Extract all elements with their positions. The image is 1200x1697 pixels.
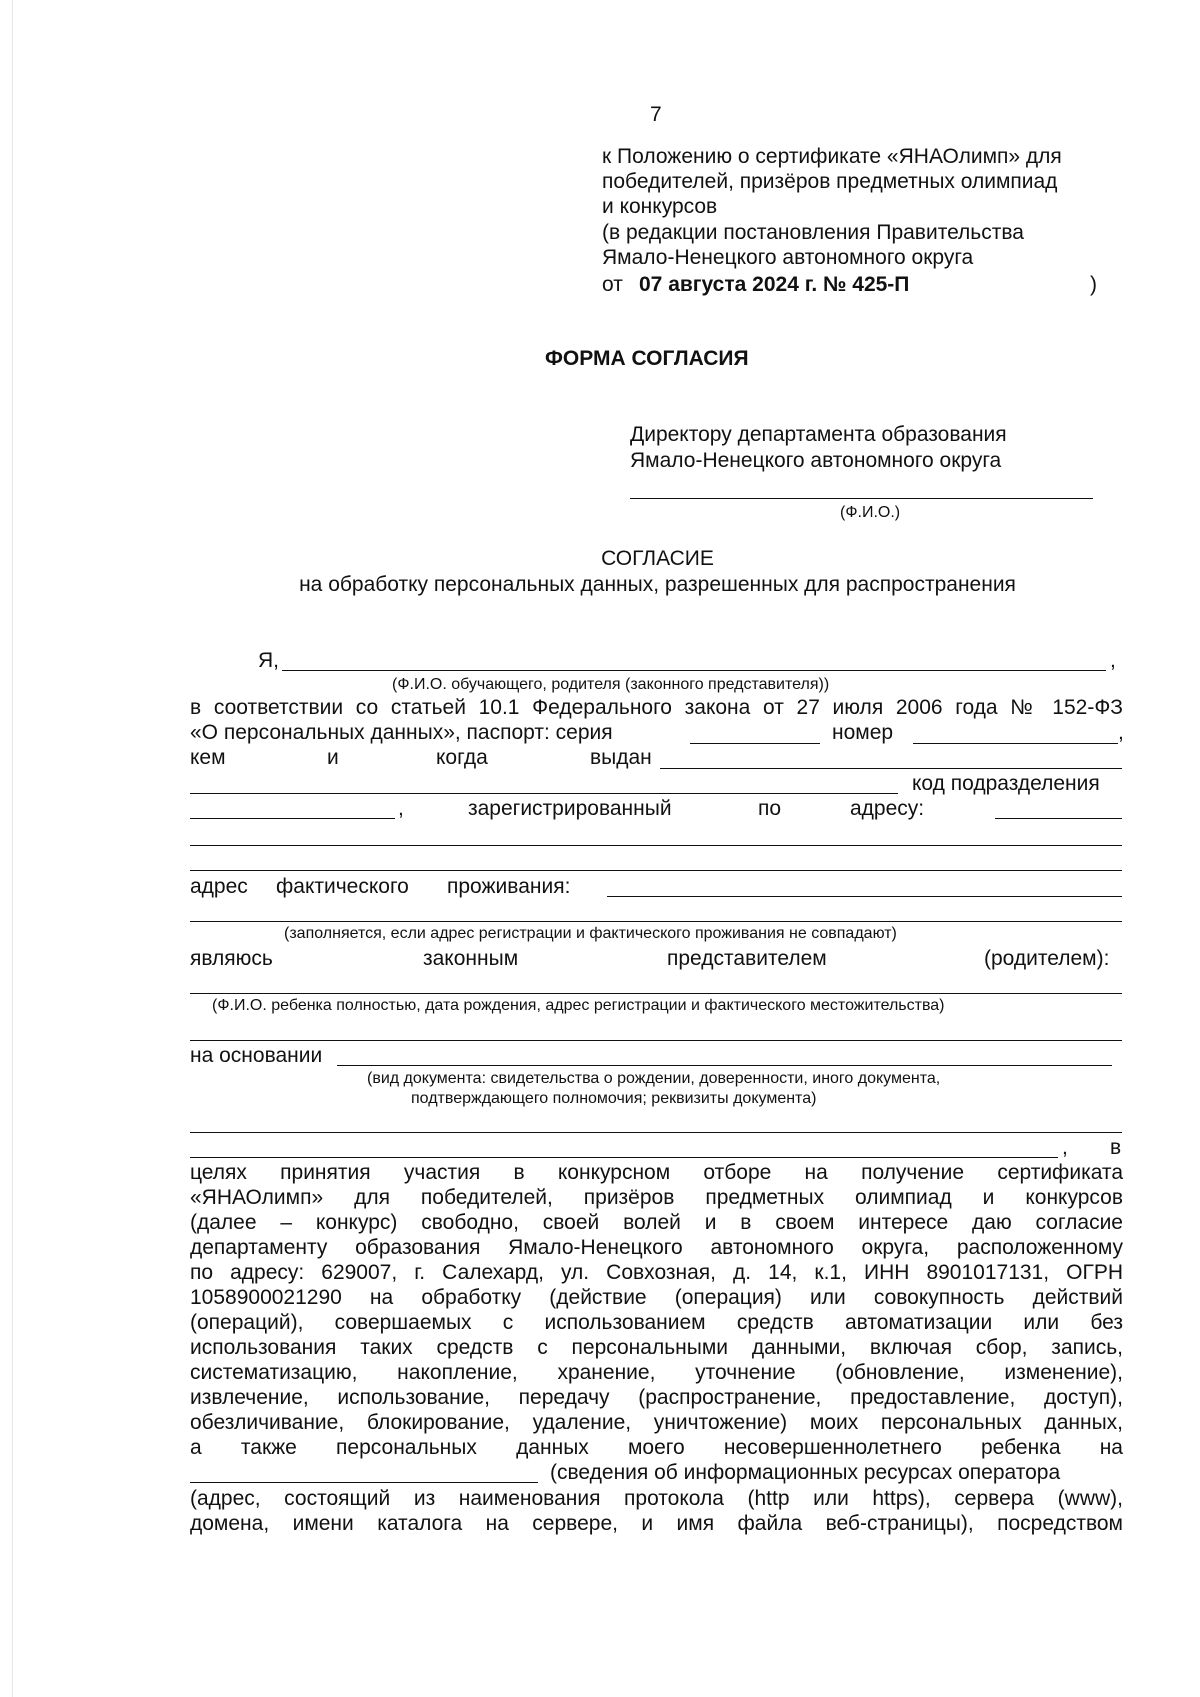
body-line-5: по адресу: 629007, г. Салехард, ул. Совхозная, д. 14, к.1, ИНН 8901017131, ОГРН: [190, 1261, 1123, 1284]
body-line-3: (далее – конкурс) свободно, своей волей и в своем интересе даю согласие: [190, 1211, 1123, 1234]
body-line-1: целях принятия участия в конкурсном отборе на получение сертификата: [190, 1161, 1123, 1184]
addressee-line-2: Ямало-Ненецкого автономного округа: [630, 449, 1002, 472]
basis-caption-1: (вид документа: свидетельства о рождении, доверенности, иного документа,: [367, 1070, 941, 1087]
issued-word-2: и: [327, 746, 339, 769]
addressee-fio-line: [630, 498, 1093, 499]
basis-line-2: [190, 1132, 1122, 1133]
issued-word-1: кем: [190, 746, 226, 769]
tail-line-1: (адрес, состоящий из наименования протокола (http или https), сервера (www),: [190, 1487, 1123, 1510]
representative-word-3: представителем: [667, 947, 827, 970]
ya-end-comma: ,: [1110, 649, 1116, 672]
appendix-date-prefix: от: [602, 273, 623, 296]
body-line-7: (операций), совершаемых с использованием средств автоматизации или без: [190, 1311, 1123, 1334]
law-line: в соответствии со статьей 10.1 Федерального закона от 27 июля 2006 года № 152-ФЗ: [190, 696, 1123, 719]
addressee-fio-caption: (Ф.И.О.): [840, 504, 901, 521]
passport-series-label: «О персональных данных», паспорт: серия: [190, 721, 613, 744]
issued-by-line: [660, 768, 1122, 769]
representative-word-2: законным: [423, 947, 519, 970]
child-info-line-2: [190, 1040, 1122, 1041]
tail-line-2: домена, имени каталога на сервере, и имя файла веб-страницы), посредством: [190, 1512, 1123, 1535]
actual-address-line: [607, 896, 1122, 897]
addressee-line-1: Директору департамента образования: [630, 423, 1007, 446]
form-title: ФОРМА СОГЛАСИЯ: [545, 347, 749, 370]
representative-word-1: являюсь: [190, 947, 273, 970]
appendix-date-value: 07 августа 2024 г. № 425-П: [639, 273, 910, 296]
page-number: 7: [650, 103, 662, 126]
division-code-label: код подразделения: [912, 772, 1100, 795]
appendix-date-close: ): [1090, 273, 1097, 296]
issued-word-3: когда: [436, 746, 488, 769]
basis-line-3: [190, 1157, 1058, 1158]
registered-word-3: адресу:: [850, 797, 925, 820]
actual-address-line-2: [190, 921, 1122, 922]
ya-label: Я,: [258, 649, 279, 672]
registered-word-1: зарегистрированный: [468, 797, 672, 820]
body-line-2: «ЯНАОлимп» для победителей, призёров предметных олимпиад и конкурсов: [190, 1186, 1123, 1209]
operator-resource-line: [190, 1482, 538, 1483]
fio-student-line: [282, 670, 1106, 671]
division-code-comma: ,: [398, 797, 404, 820]
basis-end-word: в: [1110, 1136, 1122, 1159]
actual-address-word-1: адрес: [190, 875, 248, 898]
body-line-4: департаменту образования Ямало-Ненецкого автономного округа, расположенному: [190, 1236, 1123, 1259]
actual-address-word-3: проживания:: [447, 875, 571, 898]
passport-number-label: номер: [832, 721, 894, 744]
basis-line: [337, 1065, 1112, 1066]
passport-series-line: [690, 743, 820, 744]
basis-label: на основании: [190, 1044, 323, 1067]
body-line-12: а также персональных данных моего несовершеннолетнего ребенка на: [190, 1436, 1123, 1459]
actual-address-word-2: фактического: [276, 875, 409, 898]
appendix-line-2: победителей, призёров предметных олимпиад: [602, 170, 1058, 193]
child-info-caption: (Ф.И.О. ребенка полностью, дата рождения, адрес регистрации и фактического местожительства): [212, 997, 945, 1014]
consent-subtitle: на обработку персональных данных, разрешенных для распространения: [299, 573, 1016, 596]
appendix-line-3: и конкурсов: [602, 195, 718, 218]
child-info-line: [190, 993, 1122, 994]
registered-address-line: [995, 818, 1122, 819]
body-line-10: извлечение, использование, передачу (распространение, предоставление, доступ),: [190, 1386, 1123, 1409]
appendix-line-4: (в редакции постановления Правительства: [602, 221, 1024, 244]
appendix-line-5: Ямало-Ненецкого автономного округа: [602, 246, 974, 269]
representative-word-4: (родителем):: [984, 947, 1110, 970]
consent-title: СОГЛАСИЕ: [601, 547, 714, 570]
scan-edge: [12, 0, 13, 1697]
basis-caption-2: подтверждающего полномочия; реквизиты документа): [411, 1090, 817, 1107]
division-code-line: [190, 818, 395, 819]
registered-word-2: по: [758, 797, 782, 820]
appendix-line-1: к Положению о сертификате «ЯНАОлимп» для: [602, 145, 1062, 168]
body-line-8: использования таких средств с персональными данными, включая сбор, запись,: [190, 1336, 1123, 1359]
actual-address-caption: (заполняется, если адрес регистрации и фактического проживания не совпадают): [284, 925, 897, 942]
issued-word-4: выдан: [590, 746, 652, 769]
body-line-6: 1058900021290 на обработку (действие (операция) или совокупность действий: [190, 1286, 1123, 1309]
operator-info: (сведения об информационных ресурсах оператора: [550, 1461, 1061, 1484]
fio-student-caption: (Ф.И.О. обучающего, родителя (законного представителя)): [392, 676, 830, 693]
passport-end-comma: ,: [1118, 721, 1124, 744]
basis-end-comma: ,: [1062, 1136, 1068, 1159]
body-line-11: обезличивание, блокирование, удаление, уничтожение) моих персональных данных,: [190, 1411, 1123, 1434]
body-line-9: систематизацию, накопление, хранение, уточнение (обновление, изменение),: [190, 1361, 1123, 1384]
issued-by-line-2: [190, 793, 898, 794]
registered-address-line-2: [190, 845, 1122, 846]
passport-number-line: [913, 743, 1118, 744]
registered-address-line-3: [190, 870, 1122, 871]
